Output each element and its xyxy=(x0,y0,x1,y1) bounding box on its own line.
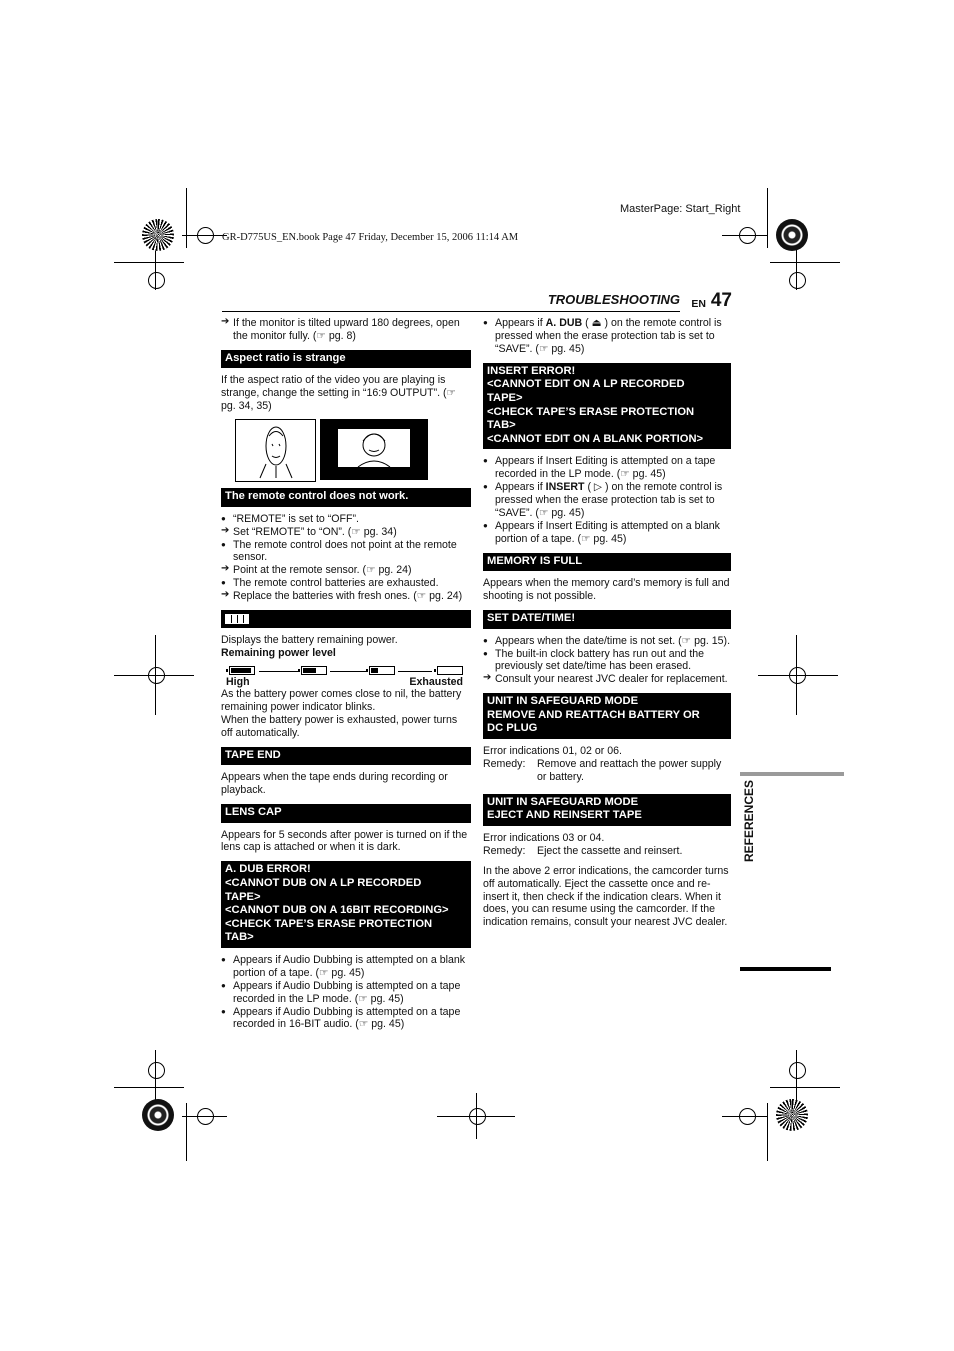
safeguard-1-heading xyxy=(483,693,731,739)
safeguard-2-title-line: UNIT IN SAFEGUARD MODE xyxy=(487,795,639,808)
adub-title-line: <CANNOT DUB ON A 16BIT RECORDING> xyxy=(225,904,449,917)
adub-item-1: ● Appears if Audio Dubbing is attempted on a blank portion of a tape. (☞ pg. 45) xyxy=(221,954,471,980)
left-column xyxy=(221,317,471,1031)
safeguard-2-remedy xyxy=(483,845,731,858)
lens-cap-heading xyxy=(221,804,471,823)
battery-text-1: Displays the battery remaining power. xyxy=(221,634,398,647)
battery-text-2: As the battery power comes close to nil, the battery remaining power indicator blinks. xyxy=(221,687,462,713)
tape-end-text: Appears when the tape ends during recording or playback. xyxy=(221,771,448,796)
remedy-text: Eject the cassette and reinsert. xyxy=(537,844,683,857)
tape-end-title: TAPE END xyxy=(225,748,281,761)
arrow-icon xyxy=(398,671,432,672)
adub-remote-note xyxy=(483,317,731,356)
book-info-line: GR-D775US_EN.book Page 47 Friday, December 15, 2006 11:14 AM xyxy=(222,232,519,243)
insert-title-line: TAB> xyxy=(487,419,516,432)
insert-item-1: ● Appears if Insert Editing is attempted on a tape recorded in the LP mode. (☞ pg. 45) xyxy=(483,455,731,481)
insert-title-line: <CHECK TAPE’S ERASE PROTECTION xyxy=(487,405,695,418)
safeguard-1-title-line: DC PLUG xyxy=(487,722,538,735)
section-title: TROUBLESHOOTING xyxy=(547,292,680,307)
insert-item-2-pre: Appears if xyxy=(495,481,546,494)
aspect-ratio-title: Aspect ratio is strange xyxy=(225,351,346,364)
battery-level-two-thirds-icon xyxy=(301,666,327,675)
memory-full-title: MEMORY IS FULL xyxy=(487,554,583,567)
side-tab-bar xyxy=(740,772,844,776)
battery-heading xyxy=(221,610,471,628)
right-column xyxy=(483,317,731,929)
set-date-title: SET DATE/TIME! xyxy=(487,612,576,625)
remedy-text: Remove and reattach the power supply or battery. xyxy=(537,757,722,783)
safeguard-final-note: In the above 2 error indications, the camcorder turns off automatically. Eject the cassette once and re-insert it, then check if the indication clears. When it does, you can resume using the camcorder. If the indication remains, consult your nearest JVC dealer. xyxy=(483,864,729,929)
remedy-label: Remedy: xyxy=(483,757,526,770)
remote-item-4: ➔ Point at the remote sensor. (☞ pg. 24) xyxy=(221,564,471,577)
safeguard-2-heading xyxy=(483,794,731,826)
battery-level-empty-icon xyxy=(437,666,463,675)
tape-end-heading xyxy=(221,747,471,766)
safeguard-2-title-line: EJECT AND REINSERT TAPE xyxy=(487,809,642,822)
safeguard-1-remedy xyxy=(483,758,731,784)
battery-exhausted-label: Exhausted xyxy=(409,675,463,688)
battery-level-one-third-icon xyxy=(369,666,395,675)
insert-error-heading xyxy=(483,363,731,450)
safeguard-2-errors: Error indications 03 or 04. xyxy=(483,831,605,844)
battery-level-full-icon xyxy=(229,666,255,675)
insert-title-line: <CANNOT EDIT ON A LP RECORDED xyxy=(487,378,685,391)
side-tab-label: REFERENCES xyxy=(742,779,756,862)
adub-title-line: TAB> xyxy=(225,931,254,944)
date-item-3: ➔ Consult your nearest JVC dealer for replacement. xyxy=(483,673,731,686)
language-code: EN xyxy=(691,298,706,310)
insert-title-line: TAPE> xyxy=(487,391,523,404)
insert-item-2-bold: INSERT xyxy=(545,481,585,494)
insert-item-2 xyxy=(483,481,731,520)
safeguard-1-errors: Error indications 01, 02 or 06. xyxy=(483,745,622,758)
remote-item-5: ● The remote control batteries are exhausted. xyxy=(221,577,471,590)
battery-icon xyxy=(225,614,249,624)
battery-text-3: When the battery power is exhausted, power turns off automatically. xyxy=(221,713,458,739)
battery-level-diagram xyxy=(221,662,471,688)
remote-title: The remote control does not work. xyxy=(225,490,409,503)
arrow-icon xyxy=(259,671,299,672)
date-item-1: ● Appears when the date/time is not set. (☞ pg. 15). xyxy=(483,635,731,648)
aspect-ratio-text: If the aspect ratio of the video you are playing is strange, change the setting in “16:9 OUTPUT”. (☞ pg. 34, 35) xyxy=(221,374,457,413)
distorted-face-illustration xyxy=(235,419,316,482)
page-number: 47 xyxy=(710,290,732,311)
insert-item-3: ● Appears if Insert Editing is attempted on a blank portion of a tape. (☞ pg. 45) xyxy=(483,520,731,546)
remote-item-1: ● “REMOTE” is set to “OFF”. xyxy=(221,513,471,526)
memory-full-heading xyxy=(483,553,731,572)
header-rule xyxy=(222,311,680,312)
remote-item-2: ➔ Set “REMOTE” to “ON”. (☞ pg. 34) xyxy=(221,526,471,539)
remote-heading xyxy=(221,488,471,507)
insert-title-line: <CANNOT EDIT ON A BLANK PORTION> xyxy=(487,432,704,445)
battery-level-label: Remaining power level xyxy=(221,646,336,659)
remedy-label: Remedy: xyxy=(483,844,526,857)
adub-title-line: A. DUB ERROR! xyxy=(225,863,311,876)
adub-item-2: ● Appears if Audio Dubbing is attempted on a tape recorded in the LP mode. (☞ pg. 45) xyxy=(221,980,471,1006)
masterpage-label: MasterPage: Start_Right xyxy=(620,203,741,215)
memory-full-text: Appears when the memory card’s memory is full and shooting is not possible. xyxy=(483,577,730,603)
aspect-ratio-heading xyxy=(221,350,471,369)
date-item-2: ● The built-in clock battery has run out and the previously set date/time has been erased. xyxy=(483,648,731,674)
adub-note-post: ( ⏏ ) on the remote control is pressed when the erase protection tab is set to “SAVE”. (☞ pg. 45) xyxy=(495,317,722,355)
side-tab-rule xyxy=(740,967,831,971)
adub-note-pre: Appears if xyxy=(495,317,546,329)
adub-note-bold: A. DUB xyxy=(545,317,583,329)
letterbox-face-illustration xyxy=(320,419,428,480)
insert-title-line: INSERT ERROR! xyxy=(487,364,576,377)
safeguard-1-title-line: REMOVE AND REATTACH BATTERY OR xyxy=(487,708,700,721)
adub-title-line: TAPE> xyxy=(225,890,261,903)
adub-title-line: <CANNOT DUB ON A LP RECORDED xyxy=(225,876,422,889)
remote-items xyxy=(221,513,471,603)
adub-item-3: ● Appears if Audio Dubbing is attempted on a tape recorded in 16-BIT audio. (☞ pg. 45) xyxy=(221,1006,471,1032)
remote-item-3: ● The remote control does not point at the remote sensor. xyxy=(221,539,471,565)
adub-error-heading xyxy=(221,861,471,948)
arrow-icon xyxy=(330,671,366,672)
adub-title-line: <CHECK TAPE’S ERASE PROTECTION xyxy=(225,917,433,930)
lens-cap-text: Appears for 5 seconds after power is turned on if the lens cap is attached or when it is dark. xyxy=(221,828,468,854)
battery-high-label: High xyxy=(226,675,250,688)
remote-item-6: ➔ Replace the batteries with fresh ones. (☞ pg. 24) xyxy=(221,590,471,603)
set-date-heading xyxy=(483,610,731,629)
safeguard-1-title-line: UNIT IN SAFEGUARD MODE xyxy=(487,695,639,708)
insert-item-2-post: ( ▷ ) on the remote control is pressed when the erase protection tab is set to “SAVE”. (☞ pg. 45) xyxy=(495,481,723,519)
aspect-ratio-illustrations xyxy=(221,419,471,481)
lens-cap-title: LENS CAP xyxy=(225,805,282,818)
monitor-tilt-note: ➔ If the monitor is tilted upward 180 degrees, open the monitor fully. (☞ pg. 8) xyxy=(221,317,471,343)
